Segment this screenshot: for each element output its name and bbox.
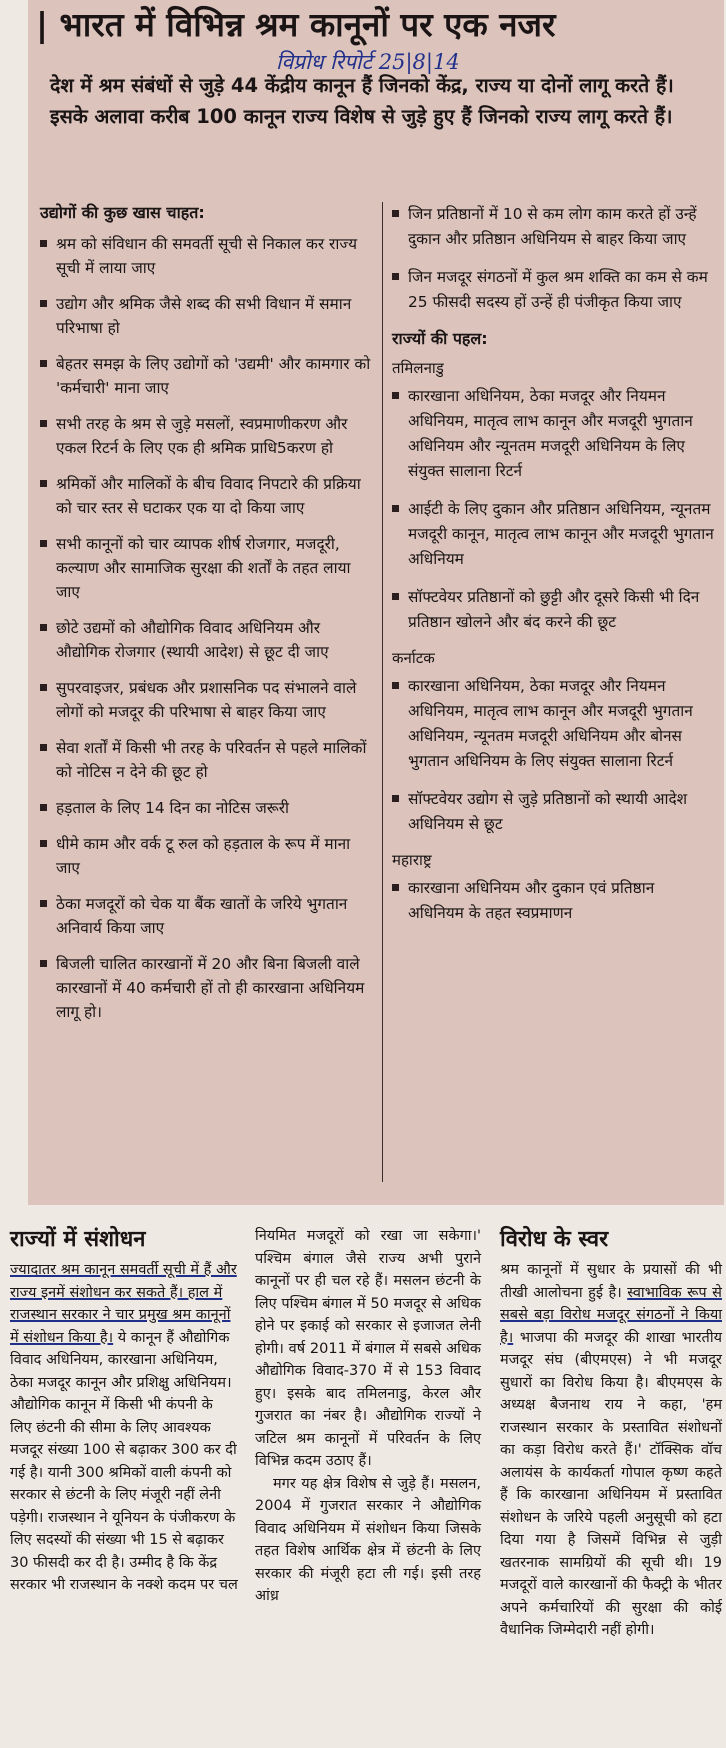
amendments-text bbox=[10, 1259, 238, 1597]
list-item: बेहतर समझ के लिए उद्योगों को 'उद्यमी' और कामगार को 'कर्मचारी' माना जाए bbox=[40, 352, 376, 400]
list-item: जिन प्रतिष्ठानों में 10 से कम लोग काम करते हों उन्हें दुकान और प्रतिष्ठान अधिनियम से बाहर किया जाए bbox=[392, 202, 714, 252]
headline: | भारत में विभिन्न श्रम कानूनों पर एक नजर bbox=[36, 5, 556, 44]
state-name-maharashtra: महाराष्ट्र bbox=[392, 851, 432, 869]
industry-demands-heading: उद्योगों की कुछ खास चाहत: bbox=[40, 203, 205, 222]
opposition-body-text: भाजपा की मजदूर की शाखा भारतीय मजदूर संघ (बीएमएस) ने भी मजदूर सुधारों का विरोध किया है। बीएमएस के अध्यक्ष बैजनाथ राय ने कहा, 'हम राजस्थान सरकार के प्रस्तावित संशोधनों का कड़ा विरोध करते हैं।' टॉक्सिक वॉच अलायंस के कार्यकर्ता गोपाल कृष्ण कहते हैं कि कारखाना अधिनियम में प्रस्तावित संशोधन के जरिये पहली अनुसूची को हटा दिया गया है जिसमें विभिन्न से जुड़ी खतरनाक सामग्रियों की सूची थी। 19 मजदूरों वाले कारखानों की फैक्ट्री के भीतर अपने कर्मचारियों की सुरक्षा की कोई वैधानिक जिम्मेदारी नहीं होगी। bbox=[500, 1329, 722, 1638]
opposition-column bbox=[500, 1225, 722, 1642]
opposition-lead-text: श्रम कानूनों में सुधार के प्रयासों की भी तीखी आलोचना हुई है। bbox=[500, 1262, 722, 1301]
list-item: सभी कानूनों को चार व्यापक शीर्ष रोजगार, मजदूरी, कल्याण और सामाजिक सुरक्षा की शर्तों के तहत लाया जाए bbox=[40, 532, 376, 604]
list-item: बिजली चालित कारखानों में 20 और बिना बिजली वाले कारखानों में 40 कर्मचारी हों तो ही कारखाना अधिनियम लागू हो। bbox=[40, 952, 376, 1024]
state-initiatives-heading: राज्यों की पहल: bbox=[392, 329, 488, 348]
list-item: सॉफ्टवेयर प्रतिष्ठानों को छुट्टी और दूसरे किसी भी दिन प्रतिष्ठान खोलने और बंद करने की छूट bbox=[392, 585, 714, 635]
list-item: कारखाना अधिनियम और दुकान एवं प्रतिष्ठान अधिनियम के तहत स्वप्रमाणन bbox=[392, 876, 714, 926]
amendments-heading: राज्यों में संशोधन bbox=[10, 1227, 146, 1252]
tamilnadu-list bbox=[392, 384, 714, 635]
list-item: जिन मजदूर संगठनों में कुल श्रम शक्ति का कम से कम 25 फीसदी सदस्य हों उन्हें ही पंजीकृत किया जाए bbox=[392, 265, 714, 315]
list-item: सेवा शर्तों में किसी भी तरह के परिवर्तन से पहले मालिकों को नोटिस न देने की छूट हो bbox=[40, 736, 376, 784]
amendments-column bbox=[10, 1225, 238, 1597]
amendments-underlined-text: ज्यादातर श्रम कानून समवर्ती सूची में हैं और राज्य इनमें संशोधन कर सकते हैं। हाल में राजस्थान सरकार ने चार प्रमुख श्रम कानूनों में संशोधन किया है। bbox=[10, 1262, 237, 1346]
list-item: कारखाना अधिनियम, ठेका मजदूर और नियमन अधिनियम, मातृत्व लाभ कानून और मजदूरी भुगतान अधिनियम, न्यूनतम मजदूरी अधिनियम और बोनस भुगतान अधिनियम के लिए संयुक्त सालाना रिटर्न bbox=[392, 674, 714, 774]
column-divider bbox=[382, 202, 383, 1182]
list-item: श्रमिकों और मालिकों के बीच विवाद निपटारे की प्रक्रिया को चार स्तर से घटाकर एक या दो किया जाए bbox=[40, 472, 376, 520]
opposition-heading: विरोध के स्वर bbox=[500, 1227, 609, 1252]
list-item: उद्योग और श्रमिक जैसे शब्द की सभी विधान में समान परिभाषा हो bbox=[40, 292, 376, 340]
amendments-continued-column bbox=[255, 1225, 481, 1608]
industry-demands-list bbox=[40, 232, 376, 1024]
list-item: ठेका मजदूरों को चेक या बैंक खातों के जरिये भुगतान अनिवार्य किया जाए bbox=[40, 892, 376, 940]
amendments-body-text: ये कानून हैं औद्योगिक विवाद अधिनियम, कारखाना अधिनियम, ठेका मजदूर कानून और प्रशिक्षु अधिनियम। औद्योगिक कानून में किसी भी कंपनी के लिए छंटनी की सीमा के लिए आवश्यक मजदूर संख्या 100 से बढ़ाकर 300 कर दी गई है। यानी 300 श्रमिकों वाली कंपनी को सरकार से छंटनी के लिए मंजूरी नहीं लेनी पड़ेगी। राजस्थान ने यूनियन के पंजीकरण के लिए सदस्यों की संख्या भी 15 से बढ़ाकर 30 फीसदी कर दी है। उम्मीद है कि केंद्र सरकार भी राजस्थान के नक्शे कदम पर चल bbox=[10, 1329, 238, 1593]
opposition-underlined-text: स्वाभाविक रूप से सबसे बड़ा विरोध मजदूर संगठनों ने किया है। bbox=[500, 1284, 722, 1346]
list-item: श्रम को संविधान की समवर्ती सूची से निकाल कर राज्य सूची में लाया जाए bbox=[40, 232, 376, 280]
state-name-karnataka: कर्नाटक bbox=[392, 649, 435, 667]
list-item: कारखाना अधिनियम, ठेका मजदूर और नियमन अधिनियम, मातृत्व लाभ कानून और मजदूरी भुगतान अधिनियम और न्यूनतम मजदूरी अधिनियम के लिए संयुक्त सालाना रिटर्न bbox=[392, 384, 714, 484]
amendments-continued-paragraph: मगर यह क्षेत्र विशेष से जुड़े हैं। मसलन, 2004 में गुजरात सरकार ने औद्योगिक विवाद अधिनियम में संशोधन किया जिसके तहत विशेष आर्थिक क्षेत्र में छंटनी के लिए सरकार की मंजूरी हटा ली गई। इसी तरह आंध्र bbox=[255, 1475, 481, 1604]
list-item: सॉफ्टवेयर उद्योग से जुड़े प्रतिष्ठानों को स्थायी आदेश अधिनियम से छूट bbox=[392, 787, 714, 837]
state-name-tamilnadu: तमिलनाडु bbox=[392, 359, 444, 377]
list-item: हड़ताल के लिए 14 दिन का नोटिस जरूरी bbox=[40, 796, 376, 820]
list-item: धीमे काम और वर्क टू रुल को हड़ताल के रूप में माना जाए bbox=[40, 832, 376, 880]
list-item: सभी तरह के श्रम से जुड़े मसलों, स्वप्रमाणीकरण और एकल रिटर्न के लिए एक ही श्रमिक प्राधि5करण हो bbox=[40, 412, 376, 460]
state-initiatives-column bbox=[392, 202, 714, 939]
amendments-continued-paragraph: नियमित मजदूरों को रखा जा सकेगा।' पश्चिम बंगाल जैसे राज्य अभी पुराने कानूनों पर ही चल रहे हैं। मसलन छंटनी के लिए पश्चिम बंगाल में 50 मजदूर से अधिक होने पर इकाई को सरकार से इजाजत लेनी होगी। वर्ष 2011 में बंगाल में सबसे अधिक औद्योगिक विवाद-370 में से 153 विवाद हुए। इसके बाद तमिलनाडु, केरल और गुजरात का नंबर है। औद्योगिक राज्यों ने जटिल श्रम कानूनों में परिवर्तन के लिए विभिन्न कदम उठाए हैं। bbox=[255, 1228, 481, 1469]
handwritten-note: विप्रोध रिपोर्ट 25|8|14 bbox=[276, 50, 460, 74]
industry-demands-continued-list bbox=[392, 202, 714, 315]
list-item: छोटे उद्यमों को औद्योगिक विवाद अधिनियम और औद्योगिक रोजगार (स्थायी आदेश) से छूट दी जाए bbox=[40, 616, 376, 664]
list-item: आईटी के लिए दुकान और प्रतिष्ठान अधिनियम, न्यूनतम मजदूरी कानून, मातृत्व लाभ कानून और मजदूरी भुगतान अधिनियम bbox=[392, 497, 714, 572]
industry-demands-column bbox=[40, 202, 376, 1036]
intro-paragraph: देश में श्रम संबंधों से जुड़े 44 केंद्रीय कानून हैं जिनको केंद्र, राज्य या दोनों लागू करते हैं। इसके अलावा करीब 100 कानून राज्य विशेष से जुड़े हुए हैं जिनको राज्य लागू करते हैं। bbox=[50, 74, 674, 128]
karnataka-list bbox=[392, 674, 714, 837]
opposition-text bbox=[500, 1259, 722, 1642]
maharashtra-list bbox=[392, 876, 714, 926]
list-item: सुपरवाइजर, प्रबंधक और प्रशासनिक पद संभालने वाले लोगों को मजदूर की परिभाषा से बाहर किया जाए bbox=[40, 676, 376, 724]
